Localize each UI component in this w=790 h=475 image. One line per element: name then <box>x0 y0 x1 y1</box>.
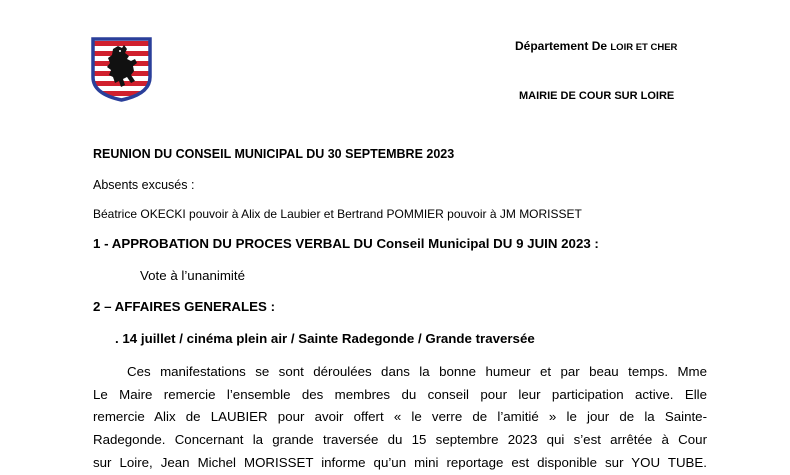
mairie-heading <box>519 88 674 102</box>
departement-prefix: Département De <box>515 39 611 53</box>
section-2-title: 2 – AFFAIRES GENERALES : <box>93 299 276 314</box>
reunion-title: REUNION DU CONSEIL MUNICIPAL DU 30 SEPTEMBRE 2023 <box>93 147 455 161</box>
coat-of-arms-icon <box>91 37 152 102</box>
paragraph-line: Ces manifestations se sont déroulées dans la bonne humeur et par beau temps. Mme <box>127 364 707 379</box>
paragraph-line: remercie Alix de LAUBIER pour avoir offert « le verre de l’amitié » le jour de la Sainte- <box>93 409 707 425</box>
section-1-vote: Vote à l’unanimité <box>140 268 245 283</box>
absents-label: Absents excusés : <box>93 178 195 192</box>
section-2-item-1: . 14 juillet / cinéma plein air / Sainte Radegonde / Grande traversée <box>115 331 535 346</box>
mairie-name: MAIRIE DE COUR SUR LOIRE <box>519 90 675 102</box>
departement-name: LOIR ET CHER <box>610 42 678 53</box>
paragraph-line: sur Loire, Jean Michel MORISSET informe qu’un mini reportage est disponible sur YOU TUBE. <box>93 454 707 470</box>
paragraph-line: Radegonde. Concernant la grande traversée du 15 septembre 2023 qui s’est arrêtée à Cour <box>93 432 707 448</box>
section-2-paragraph <box>93 361 707 475</box>
section-1-title: 1 - APPROBATION DU PROCES VERBAL DU Conseil Municipal DU 9 JUIN 2023 : <box>93 236 599 251</box>
departement-heading <box>515 39 677 53</box>
absents-detail: Béatrice OKECKI pouvoir à Alix de Laubier et Bertrand POMMIER pouvoir à JM MORISSET <box>93 207 582 221</box>
paragraph-line: Le Maire remercie l’ensemble des membres du conseil pour leur participation active. Elle <box>93 386 707 402</box>
